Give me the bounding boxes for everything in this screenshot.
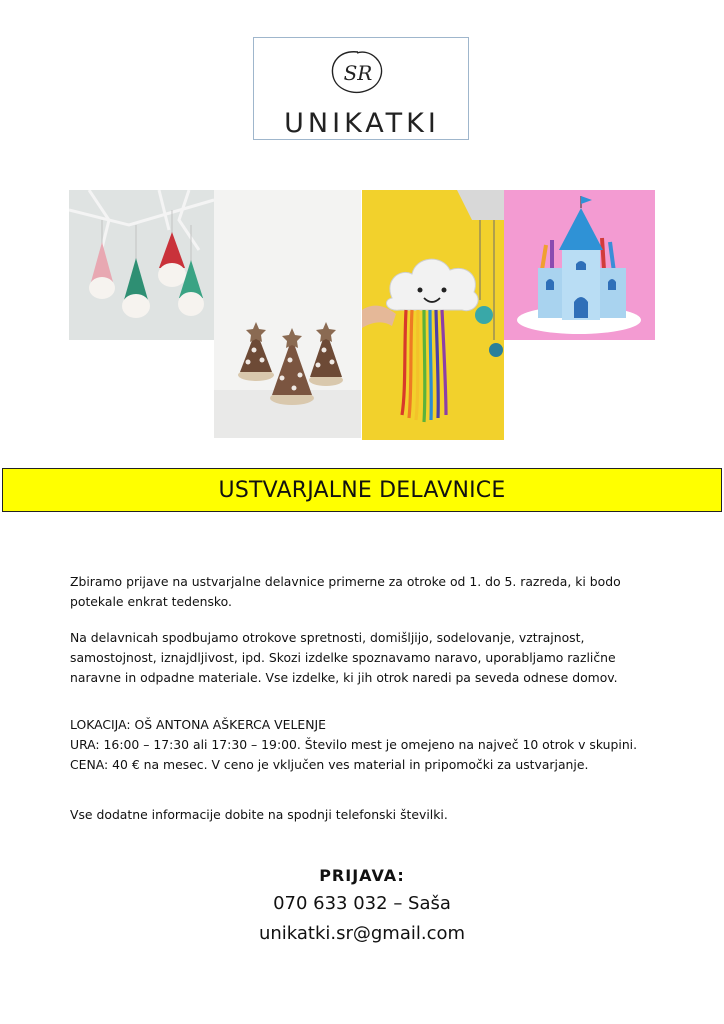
- photo-gnome-ornaments: [69, 190, 214, 340]
- location-line: LOKACIJA: OŠ ANTONA AŠKERCA VELENJE: [70, 717, 326, 732]
- price-line: CENA: 40 € na mesec. V ceno je vključen ves material in pripomočki za ustvarjanje.: [70, 757, 589, 772]
- description-paragraph: [70, 628, 670, 688]
- signup-title: PRIJAVA:: [319, 866, 405, 885]
- intro-line-1: Zbiramo prijave na ustvarjalne delavnice primerne za otroke od 1. do 5. razreda, ki bodo: [70, 574, 621, 589]
- title-banner: [2, 468, 722, 512]
- details-block: [70, 715, 670, 775]
- description-line-2: samostojnost, iznajdljivost, ipd. Skozi izdelke spoznavamo naravo, uporabljamo različne: [70, 650, 616, 665]
- intro-line-2: potekale enkrat tedensko.: [70, 594, 232, 609]
- banner-title: USTVARJALNE DELAVNICE: [218, 477, 506, 503]
- logo-wordmark: UNIKATKI: [284, 108, 440, 139]
- logo-graphic: [254, 38, 470, 141]
- contact-email: unikatki.sr@gmail.com: [258, 923, 466, 944]
- time-line: URA: 16:00 – 17:30 ali 17:30 – 19:00. Število mest je omejeno na največ 10 otrok v skupini.: [70, 737, 638, 752]
- contact-phone: 070 633 032 – Saša: [273, 893, 451, 914]
- intro-paragraph: [70, 572, 670, 612]
- info-line: Vse dodatne informacije dobite na spodnji telefonski številki.: [70, 807, 448, 822]
- photo-pine-cones: [214, 190, 361, 438]
- description-line-3: naravne in odpadne materiale. Vse izdelke, ki jih otrok naredi pa seveda odnese domov.: [70, 670, 618, 685]
- description-line-1: Na delavnicah spodbujamo otrokove spretnosti, domišljijo, sodelovanje, vztrajnost,: [70, 630, 585, 645]
- photo-cloud-rainbow: [362, 190, 504, 440]
- logo-monogram: SR: [343, 61, 373, 85]
- info-paragraph: [70, 805, 670, 825]
- logo-box: [253, 37, 469, 140]
- photo-castle: [504, 190, 655, 340]
